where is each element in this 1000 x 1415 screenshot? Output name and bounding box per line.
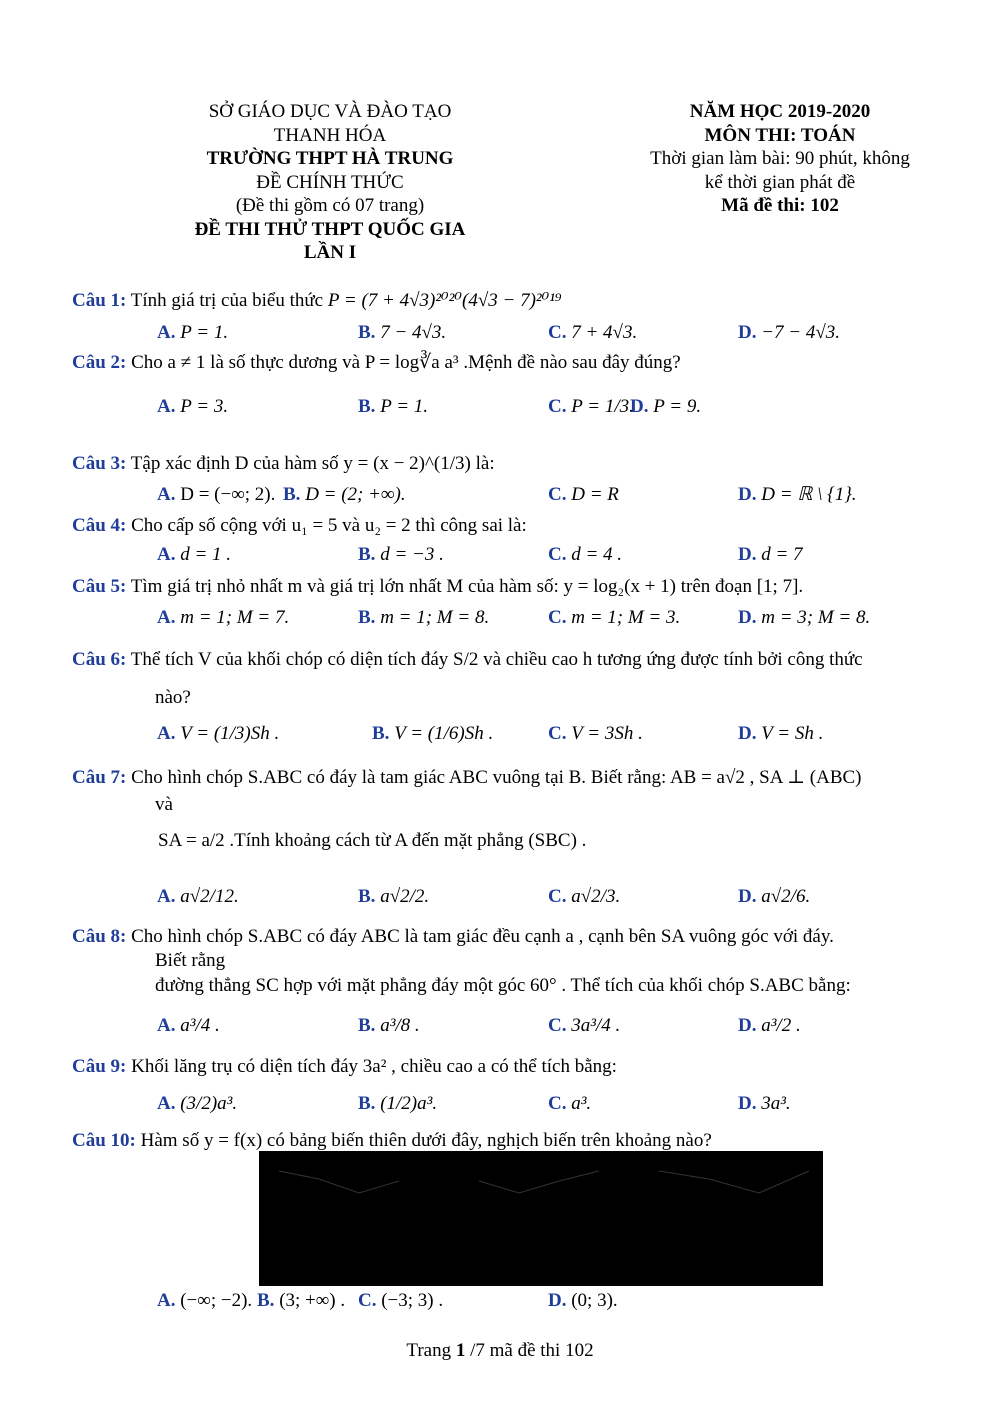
header-round: LẦN I <box>303 242 357 263</box>
option-b[interactable]: B. P = 1. <box>358 396 429 417</box>
option-b[interactable]: B. a√2/2. <box>358 886 430 907</box>
question-text: Tập xác định D của hàm số y = (x − 2)^(1/3) là: <box>130 453 495 474</box>
option-d[interactable]: D. a³/2 . <box>738 1015 801 1036</box>
option-d[interactable]: D. V = Sh . <box>738 723 824 744</box>
header-subject: MÔN THI: TOÁN <box>704 124 856 146</box>
option-c[interactable]: C. d = 4 . <box>548 544 623 565</box>
option-c[interactable]: C. (−3; 3) . <box>358 1290 444 1311</box>
question-6-cont: nào? <box>155 687 191 708</box>
option-b[interactable]: B. 7 − 4√3. <box>358 322 447 343</box>
option-d[interactable]: D. d = 7 <box>738 544 803 565</box>
question-label: Câu 1: <box>72 290 127 311</box>
option-a[interactable]: A. (3/2)a³. <box>157 1093 238 1114</box>
header-duration: Thời gian làm bài: 90 phút, không <box>650 148 910 169</box>
header-school: TRƯỜNG THPT HÀ TRUNG <box>206 148 454 169</box>
page-footer: Trang 1 /7 mã đề thi 102 <box>406 1340 594 1361</box>
header-duration-note: kể thời gian phát đề <box>704 171 856 193</box>
option-b[interactable]: B. D = (2; +∞). <box>283 484 406 505</box>
header-exam-title: ĐỀ THI THỬ THPT QUỐC GIA <box>194 218 466 240</box>
question-text: Khối lăng trụ có diện tích đáy 3a² , chiều cao a có thể tích bằng: <box>131 1056 617 1077</box>
question-text: Cho cấp số cộng với u₁ = 5 và u₂ = 2 thì công sai là: <box>131 515 527 536</box>
variation-table-image <box>259 1151 823 1286</box>
option-c[interactable]: C. V = 3Sh . <box>548 723 643 744</box>
option-d[interactable]: D. P = 9. <box>630 396 702 417</box>
option-b[interactable]: B. (3; +∞) . <box>257 1290 346 1311</box>
option-b[interactable]: B. a³/8 . <box>358 1015 420 1036</box>
option-d[interactable]: D. 3a³. <box>738 1093 791 1114</box>
question-expression: P = (7 + 4√3)²⁰²⁰(4√3 − 7)²⁰¹⁹ <box>327 290 562 311</box>
option-d[interactable]: D. (0; 3). <box>548 1290 618 1311</box>
option-d[interactable]: D. −7 − 4√3. <box>738 322 841 343</box>
option-d[interactable]: D. a√2/6. <box>738 886 811 907</box>
option-a[interactable]: A. a³/4 . <box>157 1015 220 1036</box>
question-8: Câu 8: Cho hình chóp S.ABC có đáy ABC là tam giác đều cạnh a , cạnh bên SA vuông góc với đáy. <box>72 926 834 947</box>
option-d[interactable]: D. m = 3; M = 8. <box>738 607 871 628</box>
option-c[interactable]: C. a√2/3. <box>548 886 621 907</box>
question-3: Câu 3: Tập xác định D của hàm số y = (x − 2)^(1/3) là: <box>72 453 495 474</box>
question-7: Câu 7: Cho hình chóp S.ABC có đáy là tam giác ABC vuông tại B. Biết rằng: AB = a√2 , SA ⊥ (ABC) <box>72 767 862 788</box>
question-1 <box>72 291 562 310</box>
option-d[interactable]: D. D = ℝ \ {1}. <box>738 484 857 505</box>
option-c[interactable]: C. m = 1; M = 3. <box>548 607 681 628</box>
question-9: Câu 9: Khối lăng trụ có diện tích đáy 3a² , chiều cao a có thể tích bằng: <box>72 1056 617 1077</box>
header-left <box>130 100 530 265</box>
question-text: Hàm số y = f(x) có bảng biến thiên dưới đây, nghịch biến trên khoảng nào? <box>140 1130 712 1151</box>
option-c[interactable]: C. a³. <box>548 1093 592 1114</box>
question-text: Tìm giá trị nhỏ nhất m và giá trị lớn nhất M của hàm số: y = log₂(x + 1) trên đoạn [1; 7]. <box>130 576 804 597</box>
question-8-cont2: đường thẳng SC hợp với mặt phẳng đáy một góc 60° . Thể tích của khối chóp S.ABC bằng: <box>155 975 851 996</box>
question-text: Tính giá trị của biểu thức <box>130 290 324 311</box>
question-text: Thể tích V của khối chóp có diện tích đáy S/2 và chiều cao h tương ứng được tính bởi công thức <box>130 649 863 670</box>
option-c[interactable]: C. P = 1/3. <box>548 396 634 417</box>
option-a[interactable]: A. (−∞; −2). <box>157 1290 253 1311</box>
question-6: Câu 6: Thể tích V của khối chóp có diện tích đáy S/2 và chiều cao h tương ứng được tính bởi công thức <box>72 649 863 670</box>
question-7-cont2: SA = a/2 .Tính khoảng cách từ A đến mặt phẳng (SBC) . <box>158 830 587 851</box>
option-b[interactable]: B. V = (1/6)Sh . <box>372 723 494 744</box>
option-c[interactable]: C. 7 + 4√3. <box>548 322 638 343</box>
question-text: Cho a ≠ 1 là số thực dương và P = log∛a a³ .Mệnh đề nào sau đây đúng? <box>131 352 681 373</box>
question-text: Cho hình chóp S.ABC có đáy ABC là tam giác đều cạnh a , cạnh bên SA vuông góc với đáy. <box>131 926 834 947</box>
option-c[interactable]: C. D = R <box>548 484 619 505</box>
option-a[interactable]: A. P = 3. <box>157 396 229 417</box>
question-8-cont: Biết rằng <box>155 950 226 971</box>
question-5: Câu 5: Tìm giá trị nhỏ nhất m và giá trị lớn nhất M của hàm số: y = log₂(x + 1) trên đoạn [1; 7]. <box>72 576 804 597</box>
option-a[interactable]: A. m = 1; M = 7. <box>157 607 290 628</box>
option-c[interactable]: C. 3a³/4 . <box>548 1015 621 1036</box>
header-official: ĐỀ CHÍNH THỨC <box>256 171 404 193</box>
question-4: Câu 4: Cho cấp số cộng với u₁ = 5 và u₂ = 2 thì công sai là: <box>72 515 527 536</box>
option-a[interactable]: A. d = 1 . <box>157 544 232 565</box>
option-b[interactable]: B. m = 1; M = 8. <box>358 607 490 628</box>
option-a[interactable]: A. V = (1/3)Sh . <box>157 723 280 744</box>
header-right <box>630 100 930 218</box>
option-b[interactable]: B. (1/2)a³. <box>358 1093 438 1114</box>
question-text: Cho hình chóp S.ABC có đáy là tam giác ABC vuông tại B. Biết rằng: AB = a√2 , SA ⊥ (ABC) <box>131 767 862 788</box>
header-province: THANH HÓA <box>273 124 387 146</box>
option-a[interactable]: A. P = 1. <box>157 322 229 343</box>
question-10: Câu 10: Hàm số y = f(x) có bảng biến thiên dưới đây, nghịch biến trên khoảng nào? <box>72 1130 712 1151</box>
header-dept: SỞ GIÁO DỤC VÀ ĐÀO TẠO <box>208 101 452 122</box>
option-b[interactable]: B. d = −3 . <box>358 544 444 565</box>
option-a[interactable]: A. a√2/12. <box>157 886 239 907</box>
variation-table-arrows <box>259 1151 823 1286</box>
page-number: 1 <box>455 1340 466 1361</box>
header-year: NĂM HỌC 2019-2020 <box>689 101 871 122</box>
option-a[interactable]: A. D = (−∞; 2). <box>157 484 276 505</box>
question-7-cont: và <box>155 794 173 815</box>
header-pages: (Đề thi gồm có 07 trang) <box>235 195 425 216</box>
question-2: Câu 2: Cho a ≠ 1 là số thực dương và P = log∛a a³ .Mệnh đề nào sau đây đúng? <box>72 352 681 373</box>
header-code: Mã đề thi: 102 <box>721 195 839 216</box>
